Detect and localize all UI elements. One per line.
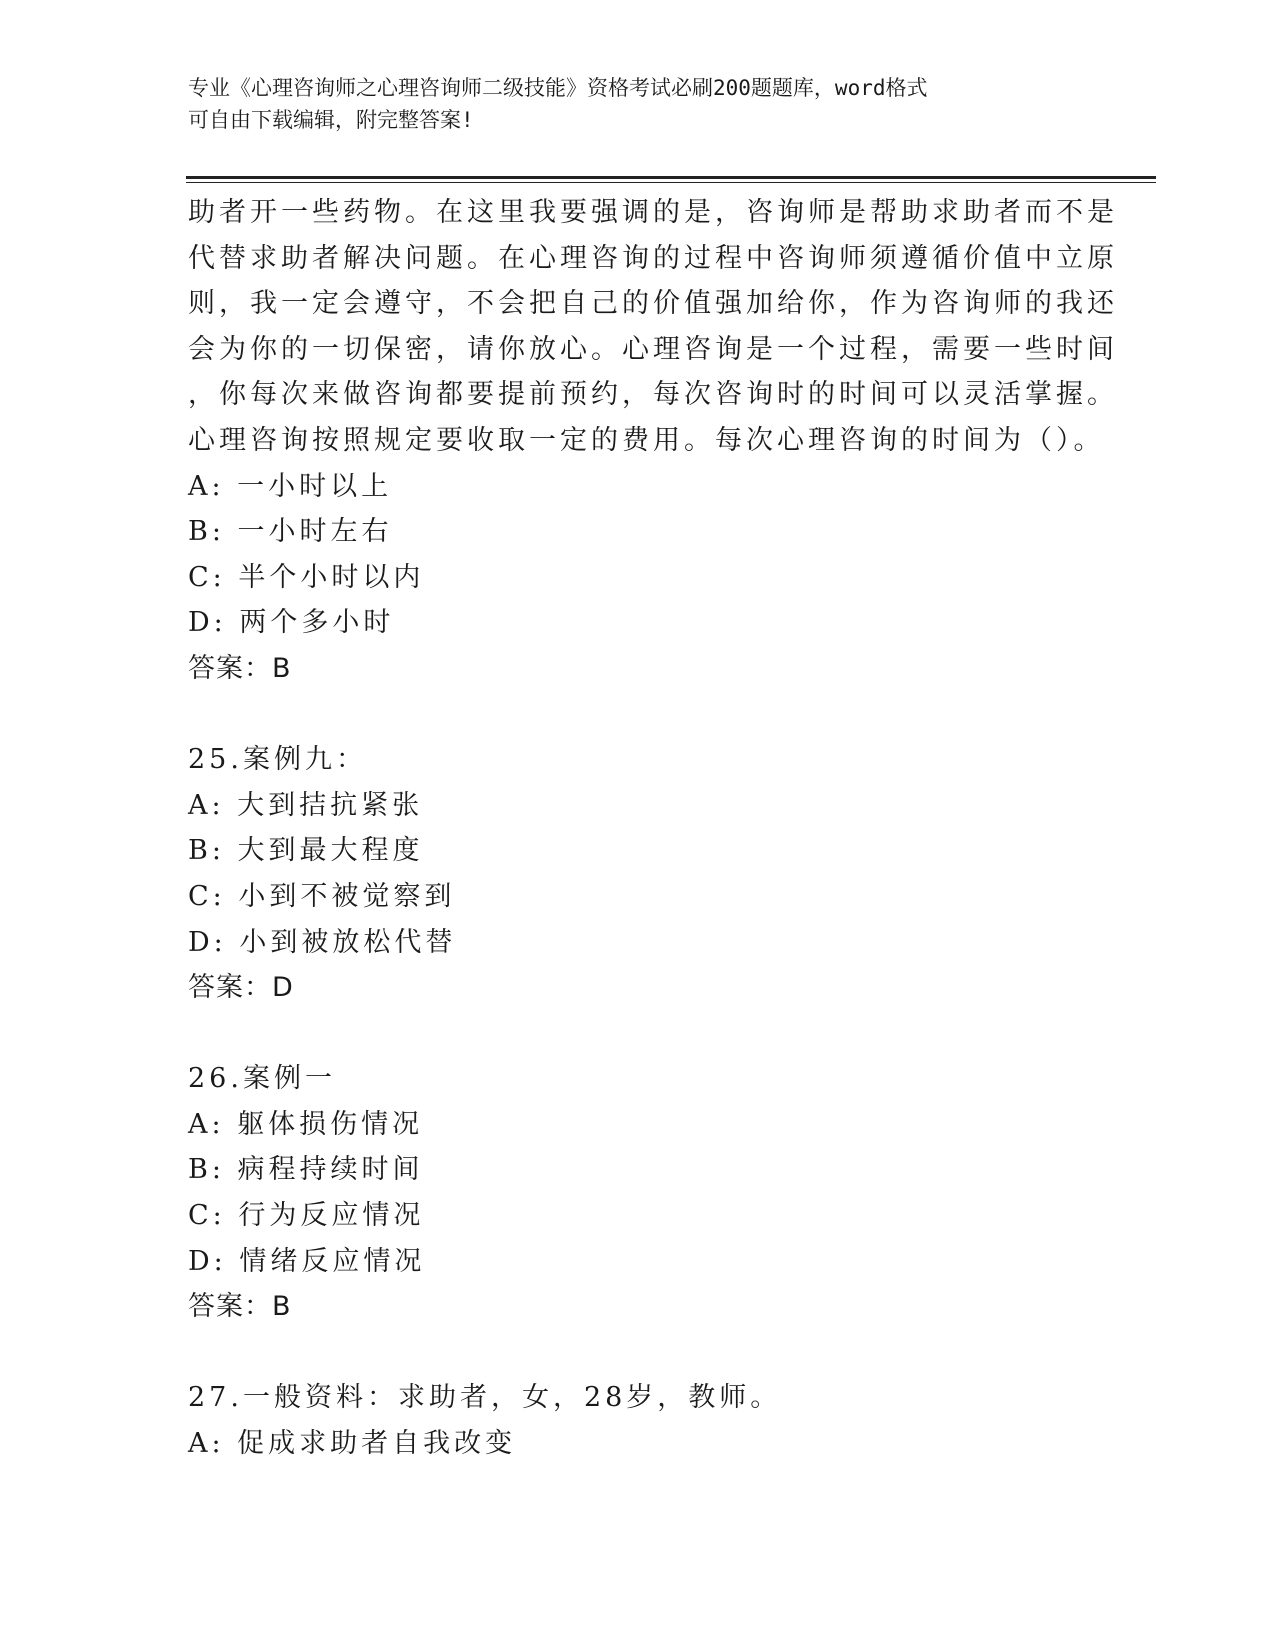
option-a: A: 促成求助者自我改变 <box>188 1428 517 1460</box>
spacer <box>188 1011 1088 1057</box>
question-25 <box>188 737 1088 1011</box>
document-body <box>188 190 1118 1467</box>
option-c: C: 半个小时以内 <box>188 561 425 593</box>
question-title: 25.案例九： <box>188 744 367 776</box>
question-text-line: 代替求助者解决问题。在心理咨询的过程中咨询师须遵循价值中立原 <box>188 242 1118 274</box>
question-27 <box>188 1375 1088 1466</box>
option-a: A: 躯体损伤情况 <box>188 1108 424 1140</box>
question-text-line: 则，我一定会遵守，不会把自己的价值强加给你，作为咨询师的我还 <box>188 288 1118 320</box>
option-a: A: 一小时以上 <box>188 470 393 502</box>
spacer <box>188 692 1088 738</box>
question-24-continued <box>188 190 1118 692</box>
option-b: B: 大到最大程度 <box>188 835 424 867</box>
spacer <box>188 1330 1088 1376</box>
header-divider-thin <box>186 182 1156 183</box>
answer-label: 答案：B <box>188 652 292 684</box>
answer-label: 答案：B <box>188 1291 292 1323</box>
question-text-line: 助者开一些药物。在这里我要强调的是，咨询师是帮助求助者而不是 <box>188 197 1118 228</box>
option-c: C: 小到不被觉察到 <box>188 880 456 912</box>
question-text-line: 会为你的一切保密，请你放心。心理咨询是一个过程，需要一些时间 <box>188 333 1118 365</box>
option-c: C: 行为反应情况 <box>188 1200 425 1232</box>
option-d: D: 小到被放松代替 <box>188 926 457 958</box>
question-title: 26.案例一 <box>188 1063 336 1095</box>
question-title: 27.一般资料：求助者，女，28岁，教师。 <box>188 1382 782 1414</box>
question-text-line: 心理咨询按照规定要收取一定的费用。每次心理咨询的时间为（）。 <box>188 424 1105 456</box>
option-d: D: 两个多小时 <box>188 607 395 639</box>
header-line-1: 专业《心理咨询师之心理咨询师二级技能》资格考试必刷200题题库，word格式 <box>188 76 928 100</box>
header-line-2: 可自由下载编辑，附完整答案! <box>188 108 474 132</box>
answer-label: 答案：D <box>188 972 294 1004</box>
option-b: B: 一小时左右 <box>188 516 393 548</box>
document-header <box>188 72 1068 136</box>
option-a: A: 大到拮抗紧张 <box>188 789 424 821</box>
question-text-line: ，你每次来做咨询都要提前预约，每次咨询时的时间可以灵活掌握。 <box>188 379 1118 411</box>
header-divider-thick <box>186 176 1156 179</box>
question-26 <box>188 1056 1088 1330</box>
option-b: B: 病程持续时间 <box>188 1154 424 1186</box>
option-d: D: 情绪反应情况 <box>188 1245 426 1277</box>
